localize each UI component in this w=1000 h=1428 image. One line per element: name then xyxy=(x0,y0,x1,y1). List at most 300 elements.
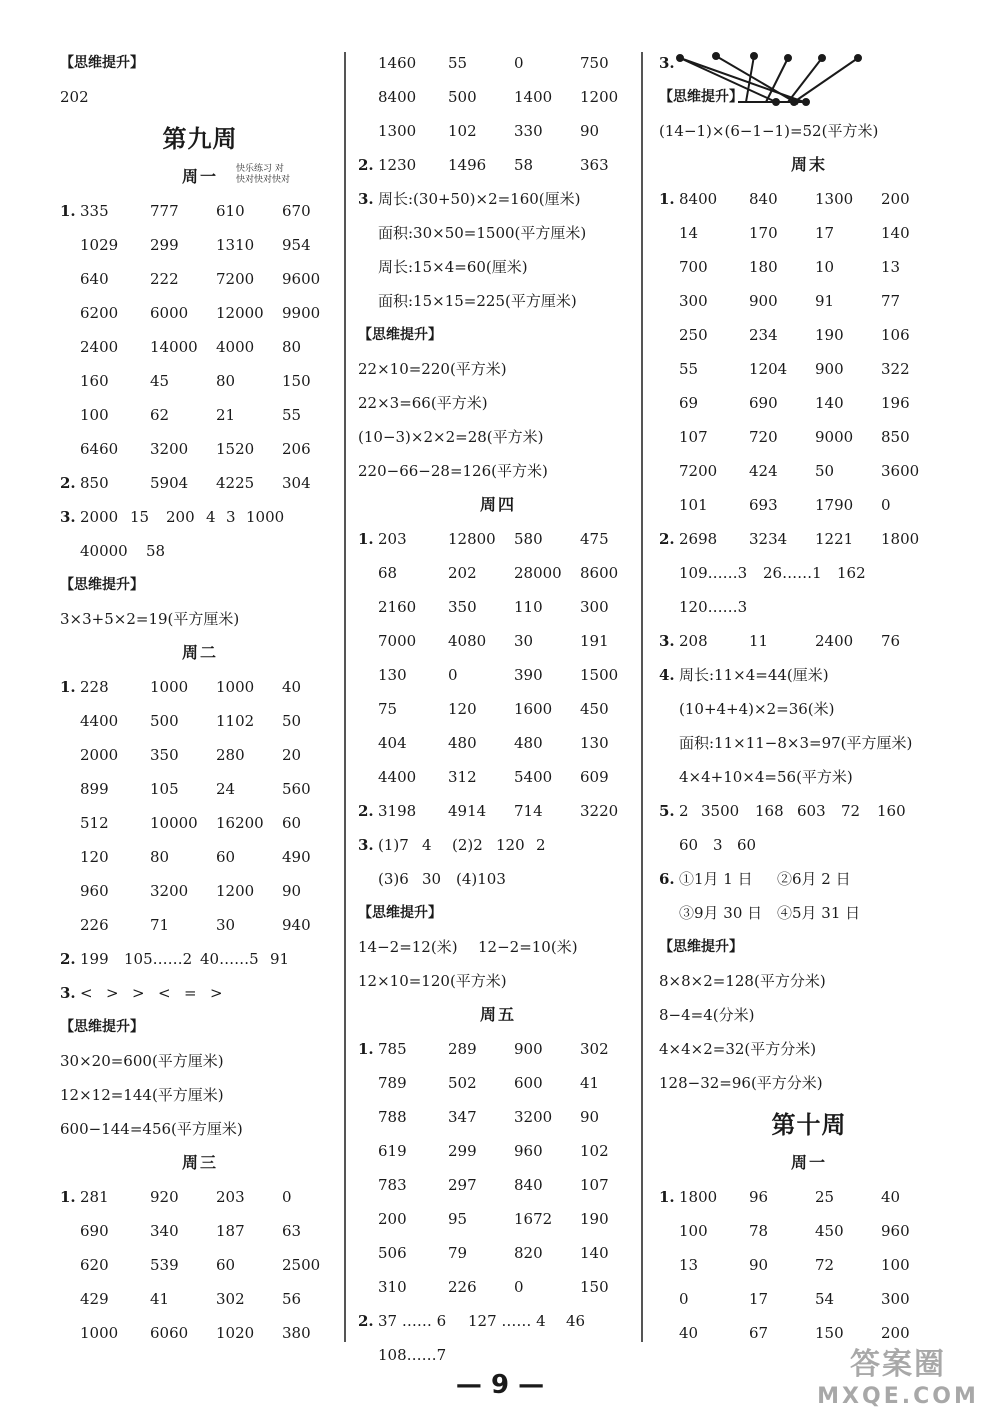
answer-row xyxy=(60,806,340,840)
answer-value: 297 xyxy=(448,1176,477,1194)
answer-value: 299 xyxy=(448,1142,477,1160)
answer-value: 202 xyxy=(448,564,477,582)
answer-value: 120 xyxy=(448,700,477,718)
answer-value: 4080 xyxy=(448,632,487,650)
answer-value: 4000 xyxy=(216,338,255,356)
answer-line xyxy=(358,386,638,420)
answer-value: 2400 xyxy=(80,338,119,356)
answer-row xyxy=(60,500,340,534)
answer-value: 820 xyxy=(514,1244,543,1262)
answer-row xyxy=(659,760,959,794)
day-heading xyxy=(358,998,638,1032)
question-number: 2. xyxy=(60,474,76,492)
answer-value: 330 xyxy=(514,122,543,140)
answer-value: 130 xyxy=(378,666,407,684)
answer-value: 1310 xyxy=(216,236,255,254)
answer-value: (3)6 xyxy=(378,870,409,888)
answer-line xyxy=(60,1078,340,1112)
stamp-overlay xyxy=(236,164,290,186)
answer-value: 340 xyxy=(150,1222,179,1240)
answer-value: 60 xyxy=(737,836,757,854)
answer-value: 110 xyxy=(514,598,543,616)
answer-value: 788 xyxy=(378,1108,407,1126)
answer-value: 9900 xyxy=(282,304,321,322)
matching-dot xyxy=(791,99,797,105)
answer-row xyxy=(60,330,340,364)
answer-row xyxy=(358,216,638,250)
answer-value: 26……1 xyxy=(763,564,822,582)
answer-value: 506 xyxy=(378,1244,407,1262)
answer-value: 72 xyxy=(815,1256,835,1274)
answer-value: 202 xyxy=(60,88,89,106)
answer-value: 17 xyxy=(749,1290,769,1308)
answer-row xyxy=(659,556,959,590)
answer-value: 9600 xyxy=(282,270,321,288)
answer-value: 77 xyxy=(881,292,901,310)
page-number: — 9 — xyxy=(455,1370,545,1400)
answer-row xyxy=(358,1202,638,1236)
answer-value: 1000 xyxy=(80,1324,119,1342)
day-heading-text: 周末 xyxy=(790,155,827,174)
week-heading: 第九周 xyxy=(162,124,238,153)
answer-value: 90 xyxy=(749,1256,769,1274)
answer-value: 90 xyxy=(580,1108,600,1126)
answer-value: 789 xyxy=(378,1074,407,1092)
answer-value: 面积:15×15=225(平方厘米) xyxy=(378,292,577,310)
answer-value: 55 xyxy=(282,406,302,424)
matching-dot xyxy=(773,99,779,105)
answer-value: 30 xyxy=(514,632,534,650)
answer-value: 91 xyxy=(815,292,835,310)
answer-row xyxy=(60,398,340,432)
matching-dot xyxy=(803,99,809,105)
answer-value: 80 xyxy=(216,372,236,390)
answer-value: 600 xyxy=(514,1074,543,1092)
answer-value: 140 xyxy=(815,394,844,412)
section-label: 【思维提升】 xyxy=(659,939,743,955)
answer-value: 160 xyxy=(877,802,906,820)
answer-value: = xyxy=(184,984,197,1002)
answer-value: 783 xyxy=(378,1176,407,1194)
answer-value: 1790 xyxy=(815,496,854,514)
answer-value: 289 xyxy=(448,1040,477,1058)
answer-value: ②6月 2 日 xyxy=(777,870,851,888)
answer-value: 1000 xyxy=(246,508,285,526)
answer-value: 3500 xyxy=(701,802,740,820)
answer-value: 640 xyxy=(80,270,109,288)
answer-value: 954 xyxy=(282,236,311,254)
answer-value: 1200 xyxy=(580,88,619,106)
answer-value: 0 xyxy=(514,54,524,72)
answer-row xyxy=(659,182,959,216)
stamp-text: 快对快对快对 xyxy=(236,175,291,185)
answer-value: 206 xyxy=(282,440,311,458)
answer-value: 200 xyxy=(881,1324,910,1342)
answer-value: 700 xyxy=(679,258,708,276)
answer-value: 168 xyxy=(755,802,784,820)
answer-value: 693 xyxy=(749,496,778,514)
answer-value: 690 xyxy=(80,1222,109,1240)
answer-row xyxy=(659,386,959,420)
answer-row xyxy=(659,522,959,556)
answer-value: 69 xyxy=(679,394,699,412)
answer-value: 120 xyxy=(496,836,525,854)
answer-value: 350 xyxy=(448,598,477,616)
answer-column-2 xyxy=(358,46,638,1372)
answer-value: 4914 xyxy=(448,802,487,820)
answer-value: (4)103 xyxy=(456,870,506,888)
answer-value: 面积:30×50=1500(平方厘米) xyxy=(378,224,587,242)
answer-value: 502 xyxy=(448,1074,477,1092)
answer-value: 960 xyxy=(881,1222,910,1240)
answer-row xyxy=(60,670,340,704)
answer-value: 3 xyxy=(713,836,723,854)
day-heading xyxy=(358,488,638,522)
answer-row xyxy=(659,896,959,930)
answer-value: 22×10=220(平方米) xyxy=(358,360,507,378)
answer-row xyxy=(659,420,959,454)
answer-value: 2000 xyxy=(80,746,119,764)
answer-value: 13 xyxy=(881,258,901,276)
answer-value: 56 xyxy=(282,1290,302,1308)
answer-value: 100 xyxy=(80,406,109,424)
question-number: 2. xyxy=(659,530,675,548)
answer-value: ①1月 1 日 xyxy=(679,870,753,888)
answer-line xyxy=(358,352,638,386)
matching-dot xyxy=(713,53,719,59)
answer-value: 226 xyxy=(80,916,109,934)
answer-row xyxy=(358,658,638,692)
answer-value: 11 xyxy=(749,632,769,650)
answer-value: 4×4×2=32(平方分米) xyxy=(659,1040,817,1058)
answer-value: 450 xyxy=(815,1222,844,1240)
answer-row xyxy=(60,1282,340,1316)
answer-value: 102 xyxy=(580,1142,609,1160)
answer-row xyxy=(358,1032,638,1066)
answer-value: 150 xyxy=(815,1324,844,1342)
day-heading-text: 周二 xyxy=(181,643,218,662)
answer-row xyxy=(358,862,638,896)
answer-value: 3 xyxy=(226,508,236,526)
answer-value: 1460 xyxy=(378,54,417,72)
answer-value: 190 xyxy=(580,1210,609,1228)
answer-value: ③9月 30 日 xyxy=(679,904,763,922)
answer-row xyxy=(358,148,638,182)
answer-row xyxy=(659,794,959,828)
answer-value: 5904 xyxy=(150,474,189,492)
answer-row xyxy=(659,1214,959,1248)
answer-value: 40 xyxy=(679,1324,699,1342)
answer-value: 0 xyxy=(514,1278,524,1296)
answer-value: 335 xyxy=(80,202,109,220)
question-number: 1. xyxy=(659,190,675,208)
answer-value: 75 xyxy=(378,700,398,718)
answer-row xyxy=(358,692,638,726)
answer-row xyxy=(358,1338,638,1372)
matching-diagram xyxy=(676,44,876,114)
answer-value: 1020 xyxy=(216,1324,255,1342)
answer-value: 200 xyxy=(881,190,910,208)
answer-value: 2 xyxy=(536,836,546,854)
answer-value: 67 xyxy=(749,1324,769,1342)
answer-value: 72 xyxy=(841,802,861,820)
answer-row xyxy=(659,590,959,624)
answer-value: 222 xyxy=(150,270,179,288)
answer-value: 40000 xyxy=(80,542,128,560)
answer-row xyxy=(358,80,638,114)
day-heading-text: 周一 xyxy=(790,1153,827,1172)
answer-value: 4 xyxy=(206,508,216,526)
answer-row xyxy=(358,182,638,216)
answer-line xyxy=(659,114,959,148)
day-heading xyxy=(659,148,959,182)
answer-value: 12−2=10(米) xyxy=(478,938,578,956)
answer-value: 2000 xyxy=(80,508,119,526)
answer-value: 1230 xyxy=(378,156,417,174)
answer-value: 130 xyxy=(580,734,609,752)
answer-value: 180 xyxy=(749,258,778,276)
answer-row xyxy=(659,284,959,318)
answer-value: 107 xyxy=(679,428,708,446)
answer-value: 58 xyxy=(146,542,166,560)
answer-row xyxy=(60,704,340,738)
answer-value: 8600 xyxy=(580,564,619,582)
answer-value: 9000 xyxy=(815,428,854,446)
answer-value: 62 xyxy=(150,406,170,424)
answer-row xyxy=(60,738,340,772)
answer-value: 539 xyxy=(150,1256,179,1274)
answer-value: 55 xyxy=(679,360,699,378)
answer-value: 1000 xyxy=(150,678,189,696)
answer-row xyxy=(60,1180,340,1214)
matching-line xyxy=(680,58,776,102)
answer-value: 60 xyxy=(216,1256,236,1274)
answer-value: 63 xyxy=(282,1222,302,1240)
answer-row xyxy=(659,658,959,692)
answer-value: 8400 xyxy=(378,88,417,106)
answer-row xyxy=(358,1168,638,1202)
answer-value: 4400 xyxy=(378,768,417,786)
answer-value: 68 xyxy=(378,564,398,582)
day-heading-text: 周五 xyxy=(479,1005,516,1024)
answer-value: 2500 xyxy=(282,1256,321,1274)
answer-value: 7200 xyxy=(216,270,255,288)
answer-value: 10 xyxy=(815,258,835,276)
answer-row xyxy=(659,1248,959,1282)
answer-value: 3600 xyxy=(881,462,920,480)
answer-row xyxy=(659,216,959,250)
answer-value: 1000 xyxy=(216,678,255,696)
answer-value: 429 xyxy=(80,1290,109,1308)
answer-row xyxy=(358,1270,638,1304)
answer-value: 1300 xyxy=(378,122,417,140)
watermark-text: 答案圈 xyxy=(850,1347,946,1382)
answer-value: 80 xyxy=(282,338,302,356)
answer-value: 45 xyxy=(150,372,170,390)
answer-row xyxy=(358,1134,638,1168)
answer-line xyxy=(659,1066,959,1100)
answer-value: 226 xyxy=(448,1278,477,1296)
answer-line xyxy=(60,80,340,114)
answer-value: 周长:11×4=44(厘米) xyxy=(679,666,829,684)
question-number: 3. xyxy=(60,984,76,1002)
answer-value: 234 xyxy=(749,326,778,344)
answer-value: 10000 xyxy=(150,814,198,832)
answer-column-3 xyxy=(659,46,959,1350)
answer-value: 22×3=66(平方米) xyxy=(358,394,488,412)
answer-value: 16200 xyxy=(216,814,264,832)
answer-value: 490 xyxy=(282,848,311,866)
answer-value: 28000 xyxy=(514,564,562,582)
answer-row xyxy=(60,262,340,296)
answer-value: 46 xyxy=(566,1312,586,1330)
answer-value: 150 xyxy=(580,1278,609,1296)
answer-value: 30 xyxy=(422,870,442,888)
matching-line xyxy=(794,58,858,102)
answer-value: 76 xyxy=(881,632,901,650)
answer-row xyxy=(358,794,638,828)
answer-row xyxy=(358,284,638,318)
answer-value: 190 xyxy=(815,326,844,344)
answer-value: 14−2=12(米) xyxy=(358,938,458,956)
answer-value: 6200 xyxy=(80,304,119,322)
answer-line xyxy=(659,964,959,998)
answer-value: 7000 xyxy=(378,632,417,650)
answer-value: 220−66−28=126(平方米) xyxy=(358,462,548,480)
answer-value: 960 xyxy=(514,1142,543,1160)
day-heading xyxy=(659,1146,959,1180)
watermark-url: MXQE.COM xyxy=(817,1384,979,1409)
answer-value: 12×10=120(平方米) xyxy=(358,972,507,990)
answer-value: 900 xyxy=(815,360,844,378)
answer-value: 91 xyxy=(270,950,290,968)
answer-value: 12800 xyxy=(448,530,496,548)
answer-value: 302 xyxy=(580,1040,609,1058)
answer-row xyxy=(659,352,959,386)
answer-value: 3234 xyxy=(749,530,788,548)
day-heading-text: 周四 xyxy=(479,495,516,514)
matching-dot xyxy=(855,55,861,61)
answer-value: 1600 xyxy=(514,700,553,718)
answer-value: 面积:11×11−8×3=97(平方厘米) xyxy=(679,734,913,752)
question-number: 1. xyxy=(358,530,374,548)
matching-dot xyxy=(819,55,825,61)
question-number: 1. xyxy=(659,1188,675,1206)
answer-value: 24 xyxy=(216,780,236,798)
section-label: 【思维提升】 xyxy=(659,89,743,105)
answer-value: 128−32=96(平方分米) xyxy=(659,1074,823,1092)
answer-row xyxy=(659,726,959,760)
answer-row xyxy=(659,692,959,726)
day-heading xyxy=(60,1146,340,1180)
answer-value: 105……2 xyxy=(124,950,193,968)
answer-value: 3200 xyxy=(150,440,189,458)
answer-value: 1672 xyxy=(514,1210,553,1228)
answer-value: > xyxy=(106,984,119,1002)
answer-value: 30×20=600(平方厘米) xyxy=(60,1052,224,1070)
answer-value: 127 …… 4 xyxy=(468,1312,546,1330)
answer-value: 100 xyxy=(881,1256,910,1274)
answer-row xyxy=(358,522,638,556)
answer-line xyxy=(60,1044,340,1078)
week-heading: 第十周 xyxy=(771,1110,847,1139)
answer-value: 380 xyxy=(282,1324,311,1342)
answer-row xyxy=(358,1066,638,1100)
answer-row xyxy=(659,1282,959,1316)
answer-value: 619 xyxy=(378,1142,407,1160)
question-number: 2. xyxy=(358,156,374,174)
answer-value: 312 xyxy=(448,768,477,786)
answer-value: 196 xyxy=(881,394,910,412)
answer-row xyxy=(659,1180,959,1214)
answer-value: (14−1)×(6−1−1)=52(平方米) xyxy=(659,122,879,140)
answer-value: 21 xyxy=(216,406,236,424)
answer-value: 6000 xyxy=(150,304,189,322)
answer-row xyxy=(659,488,959,522)
answer-value: 37 …… 6 xyxy=(378,1312,447,1330)
answer-value: 4225 xyxy=(216,474,255,492)
day-heading-text: 周一 xyxy=(181,167,218,186)
answer-value: ④5月 31 日 xyxy=(777,904,861,922)
section-label: 【思维提升】 xyxy=(60,577,144,593)
answer-row xyxy=(60,874,340,908)
answer-value: 475 xyxy=(580,530,609,548)
answer-row xyxy=(60,194,340,228)
answer-value: 6460 xyxy=(80,440,119,458)
matching-dot xyxy=(751,53,757,59)
answer-value: 58 xyxy=(514,156,534,174)
answer-value: 1400 xyxy=(514,88,553,106)
answer-value: 347 xyxy=(448,1108,477,1126)
answer-value: 17 xyxy=(815,224,835,242)
answer-value: 1500 xyxy=(580,666,619,684)
answer-value: 480 xyxy=(448,734,477,752)
site-watermark xyxy=(808,1346,988,1424)
answer-value: 424 xyxy=(749,462,778,480)
answer-value: < xyxy=(80,984,93,1002)
answer-value: 周长:15×4=60(厘米) xyxy=(378,258,528,276)
answer-value: 940 xyxy=(282,916,311,934)
answer-value: 670 xyxy=(282,202,311,220)
answer-value: 140 xyxy=(881,224,910,242)
answer-row xyxy=(358,1304,638,1338)
question-number: 1. xyxy=(60,1188,76,1206)
answer-value: 850 xyxy=(80,474,109,492)
answer-line xyxy=(358,420,638,454)
answer-row xyxy=(659,624,959,658)
answer-value: 300 xyxy=(881,1290,910,1308)
answer-value: 0 xyxy=(881,496,891,514)
answer-value: 109……3 xyxy=(679,564,748,582)
answer-value: > xyxy=(210,984,223,1002)
answer-row xyxy=(60,908,340,942)
answer-value: 1300 xyxy=(815,190,854,208)
answer-value: 310 xyxy=(378,1278,407,1296)
answer-line xyxy=(659,1032,959,1066)
answer-value: 1800 xyxy=(679,1188,718,1206)
answer-value: 200 xyxy=(166,508,195,526)
answer-row xyxy=(60,976,340,1010)
question-number: 5. xyxy=(659,802,675,820)
answer-value: 777 xyxy=(150,202,179,220)
answer-value: 750 xyxy=(580,54,609,72)
answer-value: < xyxy=(158,984,171,1002)
answer-value: 4400 xyxy=(80,712,119,730)
answer-value: 500 xyxy=(448,88,477,106)
answer-row xyxy=(659,828,959,862)
answer-value: 3200 xyxy=(150,882,189,900)
answer-value: 850 xyxy=(881,428,910,446)
